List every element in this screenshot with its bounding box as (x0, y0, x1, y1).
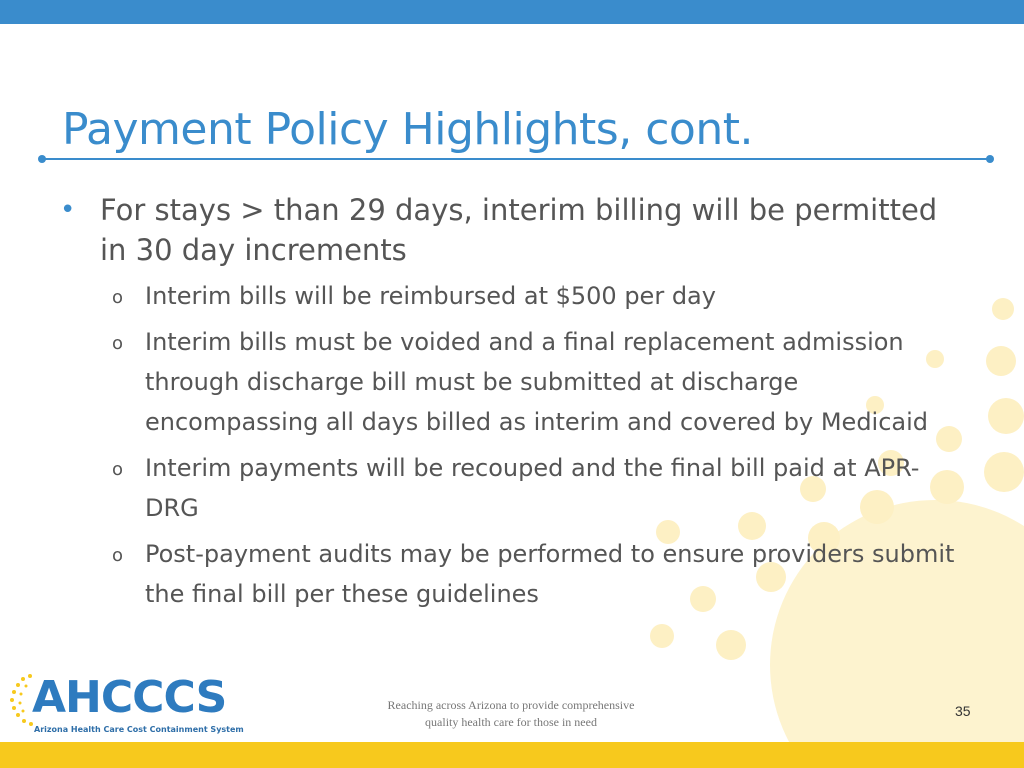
sub-bullet-glyph: o (112, 287, 124, 308)
sub-bullet (60, 276, 965, 316)
slide-content (60, 190, 965, 620)
slide-title: Payment Policy Highlights, cont. (62, 104, 753, 155)
main-bullet (60, 190, 965, 270)
main-bullet-text: For stays > than 29 days, interim billing will be permitted in 30 day increments (100, 193, 938, 267)
sub-bullet-text: Interim payments will be recouped and the final bill paid at APR-DRG (145, 454, 920, 522)
bottom-accent-bar (0, 742, 1024, 768)
sub-bullet (60, 534, 965, 614)
title-underline (42, 158, 990, 160)
sub-bullet-glyph: o (112, 459, 124, 480)
sub-bullet-text: Interim bills must be voided and a final replacement admission through discharge bill must be submitted at discharge encompassing all days billed as interim and covered by Medicaid (145, 328, 929, 436)
footer-slogan (330, 697, 692, 731)
sub-bullet-glyph: o (112, 545, 124, 566)
footer-line-1: Reaching across Arizona to provide comprehensive (387, 698, 635, 712)
page-number: 35 (955, 703, 971, 719)
top-accent-bar (0, 0, 1024, 24)
bullet-glyph: • (60, 195, 76, 225)
sub-bullet-glyph: o (112, 333, 124, 354)
rule-right-dot (986, 155, 994, 163)
sub-bullet (60, 448, 965, 528)
sub-bullet-text: Interim bills will be reimbursed at $500 per day (145, 282, 716, 310)
footer-line-2: quality health care for those in need (425, 715, 597, 729)
ahcccs-logo (8, 672, 248, 738)
logo-tagline: Arizona Health Care Cost Containment System (34, 725, 244, 734)
sub-bullet (60, 322, 965, 442)
logo-wordmark: AHCCCS (32, 672, 227, 723)
sub-bullet-text: Post-payment audits may be performed to ensure providers submit the final bill per these guidelines (145, 540, 955, 608)
